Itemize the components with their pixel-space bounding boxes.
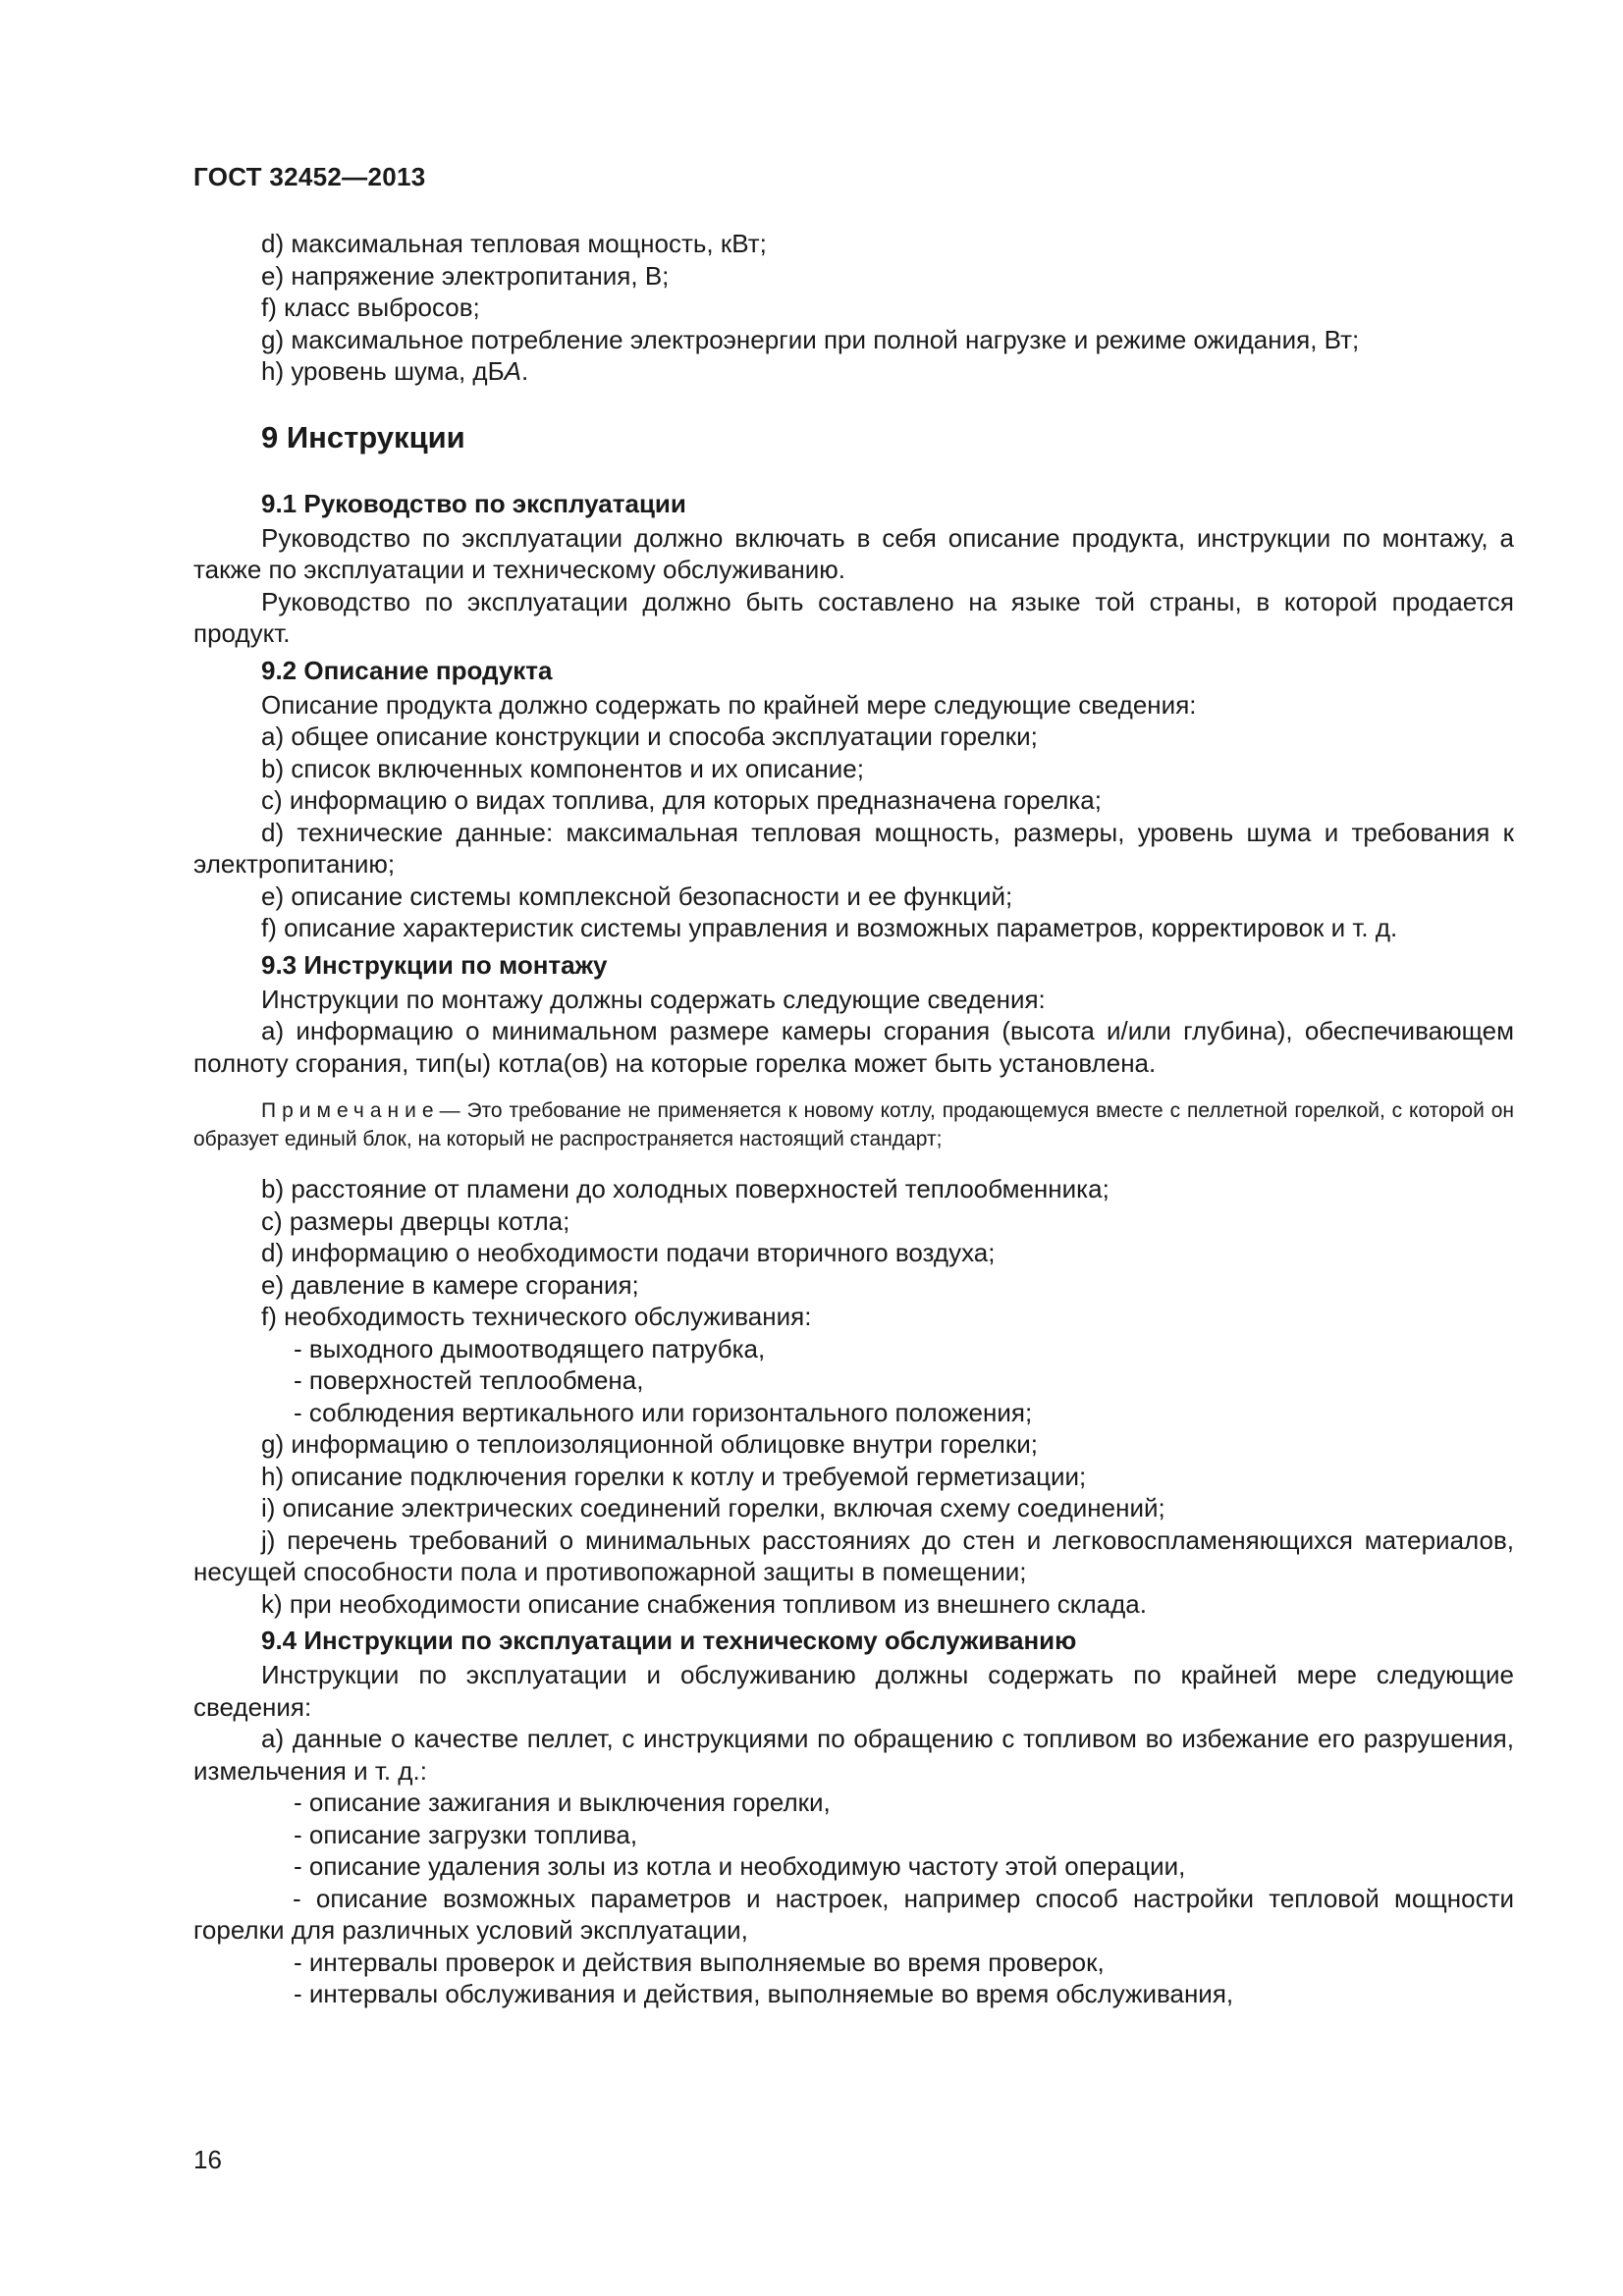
list-item: i) описание электрических соединений горелки, включая схему соединений; — [261, 1493, 1165, 1522]
paragraph: Руководство по эксплуатации должно включать в себя описание продукта, инструкции по монтажу, а также по эксплуатации и техническому обслуживанию. — [193, 522, 1514, 584]
list-item: d) технические данные: максимальная тепловая мощность, размеры, уровень шума и требования к электропитанию; — [193, 817, 1514, 879]
list-item: b) список включенных компонентов и их описание; — [261, 753, 864, 783]
sub-list-item: - выходного дымоотводящего патрубка, — [294, 1333, 766, 1363]
list-item: f) необходимость технического обслуживания: — [261, 1302, 812, 1331]
note — [193, 1096, 1514, 1153]
sub-list-item: - интервалы обслуживания и действия, выполняемые во время обслуживания, — [294, 1979, 1234, 2008]
sub-list-item: - соблюдения вертикального или горизонтального положения; — [294, 1397, 1033, 1427]
sub-list-item: - описание зажигания и выключения горелки, — [294, 1788, 831, 1817]
sub-list-item: - описание загрузки топлива, — [294, 1819, 638, 1849]
subsection-title: 9.3 Инструкции по монтажу — [261, 949, 608, 980]
sub-list-item: - описание удаления золы из котла и необходимую частоту этой операции, — [294, 1851, 1186, 1881]
page-number: 16 — [193, 2145, 222, 2174]
sub-list-item: - описание возможных параметров и настроек, например способ настройки тепловой мощности горелки для различных условий эксплуатации, — [193, 1883, 1514, 1945]
subsection-title: 9.1 Руководство по эксплуатации — [261, 488, 686, 518]
list-item: c) информацию о видах топлива, для которых предназначена горелка; — [261, 785, 1102, 815]
list-item: c) размеры дверцы котла; — [261, 1205, 570, 1236]
list-item-text: h) уровень шума, дБ — [261, 356, 505, 386]
section-title: 9 Инструкции — [261, 419, 465, 454]
paragraph: Руководство по эксплуатации должно быть составлено на языке той страны, в которой продается продукт. — [193, 586, 1514, 648]
list-item: f) описание характеристик системы управления и возможных параметров, корректировок и т. д. — [261, 913, 1398, 942]
list-item: e) напряжение электропитания, В; — [261, 260, 670, 291]
subsection-title: 9.2 Описание продукта — [261, 655, 553, 685]
list-item-end: . — [521, 356, 529, 386]
list-item — [193, 355, 1514, 388]
list-item: f) класс выбросов; — [261, 293, 480, 322]
list-item: d) максимальная тепловая мощность, кВт; — [261, 229, 767, 258]
sub-list-item: - интервалы проверок и действия выполняемые во время проверок, — [294, 1947, 1105, 1977]
list-item: a) общее описание конструкции и способа эксплуатации горелки; — [261, 721, 1038, 751]
document-body — [193, 228, 1514, 2010]
paragraph: Инструкции по монтажу должны содержать следующие сведения: — [261, 984, 1046, 1014]
document-header: ГОСТ 32452—2013 — [193, 162, 426, 191]
sub-list-item: - поверхностей теплообмена, — [294, 1365, 644, 1395]
note-text: — Это требование не применяется к новому котлу, продающемуся вместе с пеллетной горелкой, с которой он образует единый блок, на который не распространяется настоящий стандарт; — [193, 1099, 1514, 1150]
list-item: a) данные о качестве пеллет, с инструкциями по обращению с топливом во избежание его разрушения, измельчения и т. д.: — [193, 1724, 1514, 1786]
list-item: h) описание подключения горелки к котлу и требуемой герметизации; — [261, 1461, 1087, 1491]
list-item: e) давление в камере сгорания; — [261, 1269, 639, 1300]
paragraph: Описание продукта должно содержать по крайней мере следующие сведения: — [261, 689, 1197, 720]
list-item: e) описание системы комплексной безопасности и ее функций; — [261, 881, 1013, 911]
paragraph: Инструкции по эксплуатации и обслуживанию должны содержать по крайней мере следующие сведения: — [193, 1660, 1514, 1722]
list-item: g) максимальное потребление электроэнергии при полной нагрузке и режиме ожидания, Вт; — [261, 324, 1360, 354]
note-label: Примечание — [261, 1099, 440, 1122]
list-item: b) расстояние от пламени до холодных поверхностей теплообменника; — [261, 1174, 1109, 1203]
list-item: k) при необходимости описание снабжения топливом из внешнего склада. — [261, 1588, 1147, 1619]
list-item: g) информацию о теплоизоляционной облицовке внутри горелки; — [261, 1429, 1038, 1459]
list-item: a) информацию о минимальном размере камеры сгорания (высота и/или глубина), обеспечивающем полноту сгорания, тип(ы) котла(ов) на которые горелка может быть установлена. — [193, 1016, 1514, 1078]
list-item: d) информацию о необходимости подачи вторичного воздуха; — [261, 1238, 996, 1267]
unit-italic: А — [504, 356, 522, 386]
list-item: j) перечень требований о минимальных расстояниях до стен и легковоспламеняющихся материалов, несущей способности пола и противопожарной защиты в помещении; — [193, 1524, 1514, 1586]
subsection-title: 9.4 Инструкции по эксплуатации и техническому обслуживанию — [261, 1626, 1077, 1655]
